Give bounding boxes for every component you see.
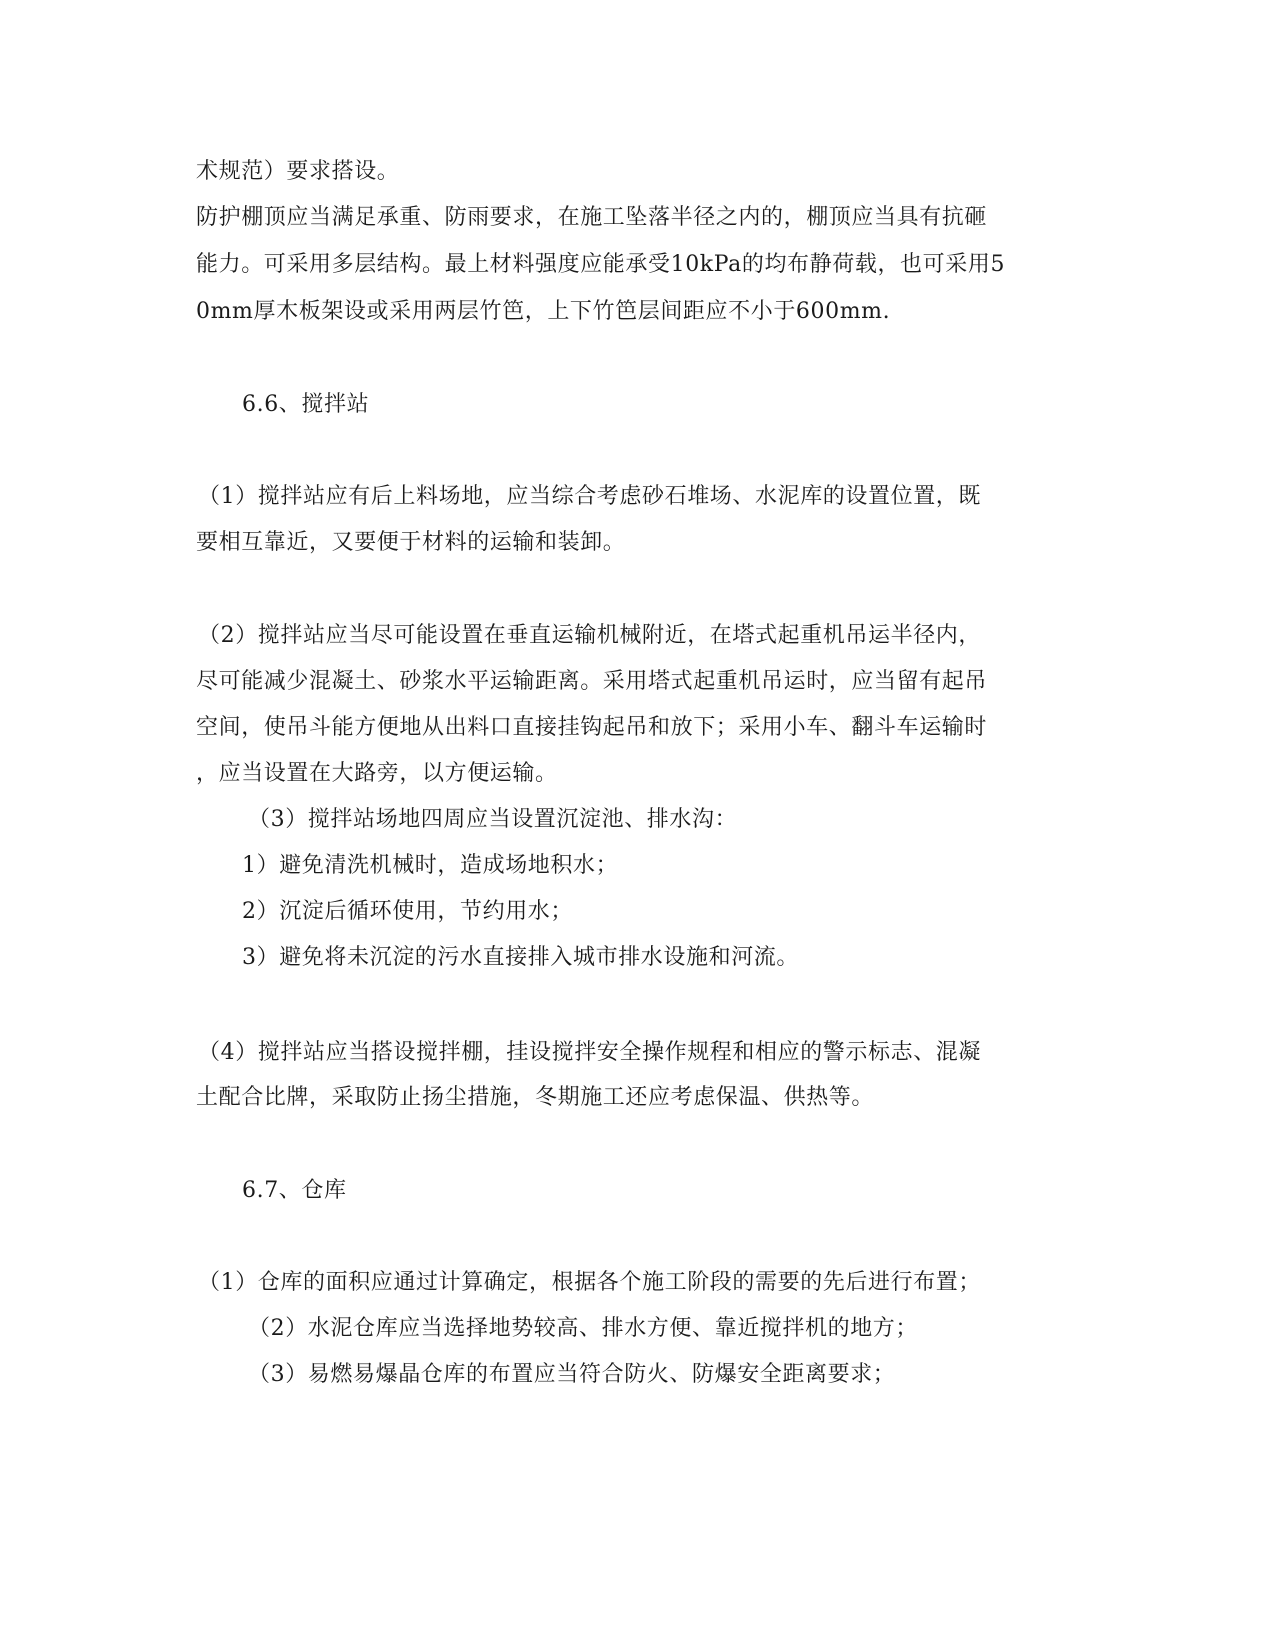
section-heading: 6.6、搅拌站 xyxy=(242,392,370,417)
list-item: 2）沉淀后循环使用，节约用水； xyxy=(242,899,573,924)
paragraph-line: （2）搅拌站应当尽可能设置在垂直运输机械附近，在塔式起重机吊运半径内， xyxy=(198,623,981,648)
paragraph-line: 术规范）要求搭设。 xyxy=(196,159,400,184)
paragraph-line: （3）易燃易爆晶仓库的布置应当符合防火、防爆安全距离要求； xyxy=(248,1362,896,1387)
paragraph-line: 要相互靠近，又要便于材料的运输和装卸。 xyxy=(196,530,626,555)
paragraph-line: （1）仓库的面积应通过计算确定，根据各个施工阶段的需要的先后进行布置； xyxy=(198,1270,981,1295)
paragraph-line: 0mm厚木板架设或采用两层竹笆，上下竹笆层间距应不小于600mm. xyxy=(196,299,891,324)
paragraph-line: （3）搅拌站场地四周应当设置沉淀池、排水沟： xyxy=(248,807,738,832)
section-heading: 6.7、仓库 xyxy=(242,1178,347,1203)
paragraph-line: 空间，使吊斗能方便地从出料口直接挂钩起吊和放下；采用小车、翻斗车运输时 xyxy=(196,715,988,740)
paragraph-line: 土配合比牌，采取防止扬尘措施，冬期施工还应考虑保温、供热等。 xyxy=(196,1085,875,1110)
list-item: 1）避免清洗机械时，造成场地积水； xyxy=(242,853,619,878)
paragraph-line: （1）搅拌站应有后上料场地，应当综合考虑砂石堆场、水泥库的设置位置，既 xyxy=(198,484,981,509)
paragraph-line: ，应当设置在大路旁，以方便运输。 xyxy=(196,761,558,786)
paragraph-line: （2）水泥仓库应当选择地势较高、排水方便、靠近搅拌机的地方； xyxy=(248,1316,918,1341)
list-item: 3）避免将未沉淀的污水直接排入城市排水设施和河流。 xyxy=(242,945,799,970)
paragraph-line: （4）搅拌站应当搭设搅拌棚，挂设搅拌安全操作规程和相应的警示标志、混凝 xyxy=(198,1040,981,1065)
paragraph-line: 能力。可采用多层结构。最上材料强度应能承受10kPa的均布静荷载，也可采用5 xyxy=(196,252,1006,277)
paragraph-line: 防护棚顶应当满足承重、防雨要求，在施工坠落半径之内的，棚顶应当具有抗砸 xyxy=(196,205,988,230)
paragraph-line: 尽可能减少混凝土、砂浆水平运输距离。采用塔式起重机吊运时，应当留有起吊 xyxy=(196,669,988,694)
